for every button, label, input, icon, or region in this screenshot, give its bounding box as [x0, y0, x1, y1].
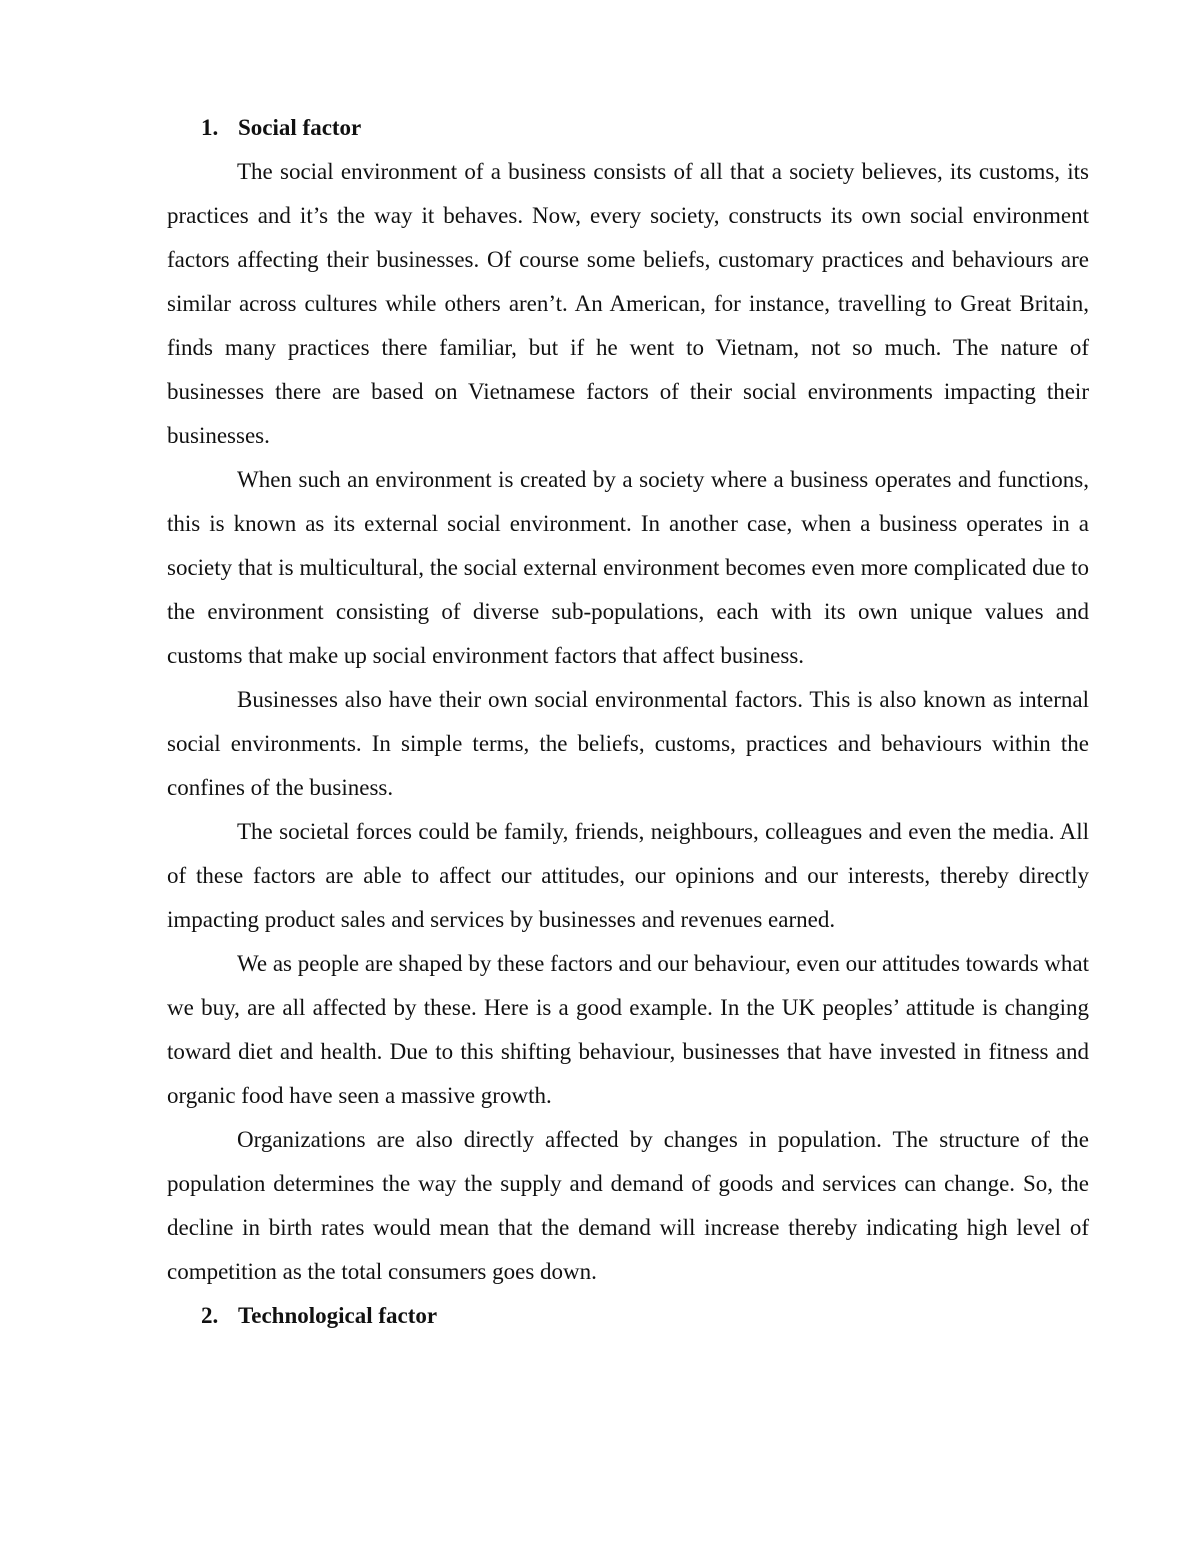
section-heading-technological-factor [167, 1294, 1089, 1338]
paragraph: We as people are shaped by these factors and our behaviour, even our attitudes towards what we buy, are all affected by these. Here is a good example. In the UK peoples’ attitude is changing toward diet and health. Due to this shifting behaviour, businesses that have invested in fitness and organic food have seen a massive growth. [167, 951, 1089, 1108]
paragraph: Organizations are also directly affected by changes in population. The structure of the population determines the way the supply and demand of goods and services can change. So, the decline in birth rates would mean that the demand will increase thereby indicating high level of competition as the total consumers goes down. [167, 1127, 1089, 1284]
paragraph: The social environment of a business consists of all that a society believes, its customs, its practices and it’s the way it behaves. Now, every society, constructs its own social environment factors affecting their businesses. Of course some beliefs, customary practices and behaviours are similar across cultures while others aren’t. An American, for instance, travelling to Great Britain, finds many practices there familiar, but if he went to Vietnam, not so much. The nature of businesses there are based on Vietnamese factors of their social environments impacting their businesses. [167, 159, 1089, 448]
document-body [167, 106, 1089, 1338]
section-heading-social-factor [167, 106, 1089, 150]
section-title: Technological factor [238, 1303, 438, 1328]
section-title: Social factor [238, 115, 362, 140]
paragraph: When such an environment is created by a society where a business operates and functions, this is known as its external social environment. In another case, when a business operates in a society that is multicultural, the social external environment becomes even more complicated due to the environment consisting of diverse sub-populations, each with its own unique values and customs that make up social environment factors that affect business. [167, 467, 1089, 668]
section-number: 1. [201, 115, 219, 140]
section-number: 2. [201, 1303, 219, 1328]
paragraph: The societal forces could be family, friends, neighbours, colleagues and even the media. All of these factors are able to affect our attitudes, our opinions and our interests, thereby directly impacting product sales and services by businesses and revenues earned. [167, 819, 1089, 932]
paragraph: Businesses also have their own social environmental factors. This is also known as internal social environments. In simple terms, the beliefs, customs, practices and behaviours within the confines of the business. [167, 687, 1089, 800]
